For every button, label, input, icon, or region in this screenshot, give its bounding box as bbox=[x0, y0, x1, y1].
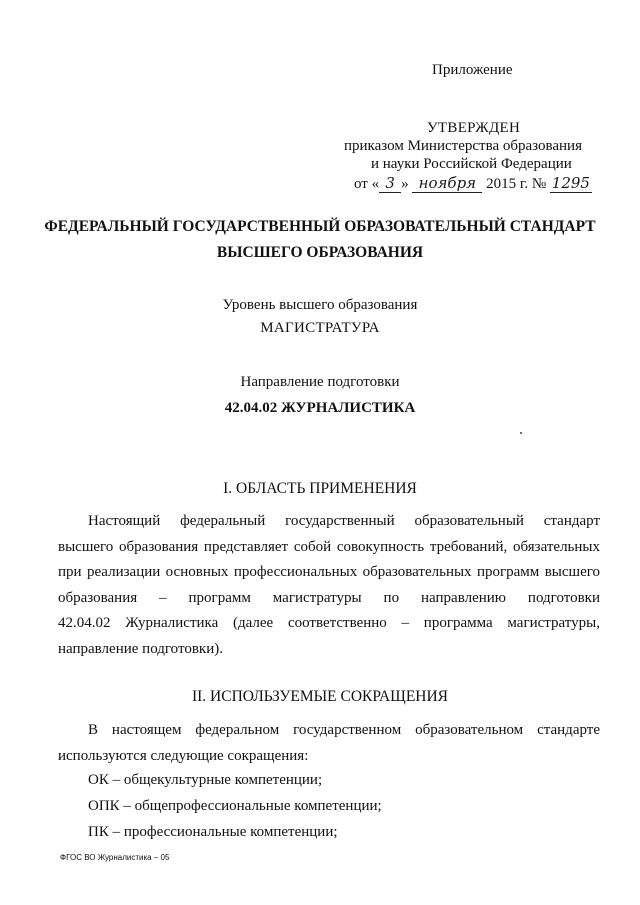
direction-label: Направление подготовки bbox=[240, 374, 400, 390]
approved-label: УТВЕРЖДЕН bbox=[427, 120, 521, 136]
date-month: ноября bbox=[412, 174, 482, 193]
order-line-2: и науки Российской Федерации bbox=[371, 156, 572, 172]
section-1-heading: I. ОБЛАСТЬ ПРИМЕНЕНИЯ bbox=[223, 480, 417, 497]
order-line-1: приказом Министерства образования bbox=[344, 138, 582, 154]
paragraph-line: В настоящем федеральном государственном образовательном стандарте bbox=[88, 722, 600, 738]
section-1-paragraph bbox=[58, 509, 600, 663]
date-mid: » bbox=[401, 176, 409, 192]
paragraph-line: Настоящий федеральный государственный образовательный стандарт bbox=[88, 513, 600, 529]
abbreviation-item: ОПК – общепрофессиональные компетенции; bbox=[88, 798, 382, 814]
date-day: 3 bbox=[379, 174, 401, 193]
scan-speck bbox=[520, 432, 522, 434]
education-level-label: Уровень высшего образования bbox=[222, 297, 418, 313]
abbreviation-item: ПК – профессиональные компетенции; bbox=[88, 824, 338, 840]
section-2-heading: II. ИСПОЛЬЗУЕМЫЕ СОКРАЩЕНИЯ bbox=[191, 688, 449, 705]
paragraph-line: образования – программ магистратуры по направлению подготовки bbox=[58, 589, 600, 606]
order-number: 1295 bbox=[551, 174, 590, 192]
document-title-line-1: ФЕДЕРАЛЬНЫЙ ГОСУДАРСТВЕННЫЙ ОБРАЗОВАТЕЛЬНЫЙ СТАНДАРТ bbox=[44, 218, 596, 235]
paragraph-line: 42.04.02 Журналистика (далее соответственно – программа магистратуры, bbox=[58, 615, 600, 632]
appendix-label: Приложение bbox=[432, 62, 513, 78]
abbreviation-item: ОК – общекультурные компетенции; bbox=[88, 772, 323, 788]
paragraph-line: используются следующие сокращения: bbox=[58, 747, 309, 764]
education-level-value: МАГИСТРАТУРА bbox=[260, 320, 380, 336]
paragraph-line: высшего образования представляет собой совокупность требований, обязательных bbox=[58, 538, 600, 555]
document-title-line-2: ВЫСШЕГО ОБРАЗОВАНИЯ bbox=[216, 244, 424, 261]
page-footer: ФГОС ВО Журналистика – 05 bbox=[60, 853, 170, 862]
paragraph-line: при реализации основных профессиональных образовательных программ высшего bbox=[58, 564, 600, 581]
order-date-line bbox=[354, 174, 592, 193]
section-2-paragraph bbox=[58, 718, 600, 769]
direction-value: 42.04.02 ЖУРНАЛИСТИКА bbox=[224, 400, 416, 416]
date-prefix: от « bbox=[354, 176, 380, 192]
paragraph-line: направление подготовки). bbox=[58, 640, 223, 657]
date-year: 2015 г. № bbox=[486, 176, 547, 192]
